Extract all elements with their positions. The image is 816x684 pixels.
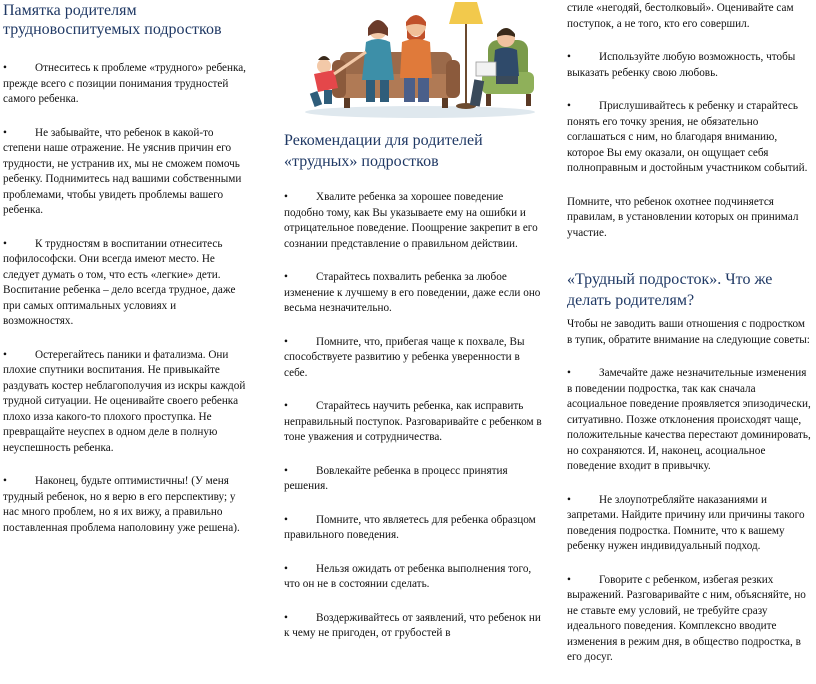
bullet: • <box>284 400 288 412</box>
list-item-text: Остерегайтесь паники и фатализма. Они плохие спутники воспитания. Не привыкайте раздувать костер неблагополучия из искры каждой трудной ситуации. Не оценивайте своего ребенка плохо изза какого-то плохого проступка. Не превращайте неуспех в одном деле в полную неуспешность ребенка. <box>3 348 246 454</box>
list-item <box>284 190 542 252</box>
list-item <box>567 99 813 177</box>
difficult-teen-title: «Трудный подросток». Что же делать родителям? <box>567 271 773 309</box>
list-item <box>3 237 248 330</box>
list-item-text: Помните, что, прибегая чаще к похвале, Вы способствуете развитию у ребенка уверенности в себе. <box>284 335 525 379</box>
column-2 <box>284 0 542 660</box>
bullet: • <box>3 475 7 487</box>
list-item <box>284 335 542 382</box>
list-item <box>284 399 542 446</box>
intro-text: Чтобы не заводить ваши отношения с подростком в тупик, обратите внимание на следующие советы: <box>567 318 810 346</box>
list-item <box>3 348 248 457</box>
list-item-text: Помните, что являетесь для ребенка образцом правильного поведения. <box>284 513 536 541</box>
bullet: • <box>284 513 288 526</box>
memo-title: Памятка родителям трудновоспитуемых подростков <box>3 2 222 38</box>
bullet: • <box>567 493 571 506</box>
list-item <box>3 61 248 108</box>
bullet: • <box>3 348 7 361</box>
continued-text: стиле «негодяй, бестолковый». Оценивайте сам поступок, а не того, кто его совершил. <box>567 2 794 30</box>
list-item <box>284 464 542 495</box>
list-item-text: Старайтесь похвалить ребенка за любое изменение к лучшему в его поведении, даже если оно весьма незначительно. <box>284 271 541 314</box>
bullet: • <box>3 237 7 250</box>
list-item-text: Отнеситесь к проблеме «трудного» ребенка, прежде всего с позиции понимания трудностей самого ребенка. <box>3 62 246 105</box>
bullet: • <box>567 367 571 379</box>
bullet: • <box>3 62 7 74</box>
list-item-text: Нельзя ожидать от ребенка выполнения того, что он не в состоянии сделать. <box>284 562 532 590</box>
list-item <box>3 126 248 219</box>
list-item-text: К трудностям в воспитании отнеситесь пофилософски. Они всегда имеют место. Не следует думать о том, что есть «легкие» дети. Воспитание ребенка – дело всегда трудное, даже при самых оптимальных условиях и возможностях. <box>3 237 236 327</box>
bullet: • <box>567 51 571 63</box>
list-item-text: Используйте любую возможность, чтобы выказать ребенку свою любовь. <box>567 51 796 79</box>
column-1 <box>3 0 248 554</box>
bullet: • <box>284 335 288 348</box>
list-item-text: Воздерживайтесь от заявлений, что ребенок ни к чему не пригоден, от грубостей в <box>284 611 541 639</box>
list-item-text: Замечайте даже незначительные изменения в поведении подростка, так как сначала асоциальное поведение проявляется эпизодически, ситуативно. Позже отклонения происходят чаще, положительные качества перестают доминировать, но сохраняются. И, наконец, асоциальное поведение входит в привычку. <box>567 367 811 472</box>
bullet: • <box>284 191 288 203</box>
bullet: • <box>284 611 288 624</box>
list-item-text: Наконец, будьте оптимистичны! (У меня трудный ребенок, но я верю в его перспективу; у нас много проблем, но я их вижу, а правильно поставленная проблема наполовину уже решена). <box>3 475 240 534</box>
list-item <box>567 573 813 666</box>
list-item-text: Не злоупотребляйте наказаниями и запретами. Найдите причину или причины такого поведения подростка. Помните, что к вашему ребенку нужен индивидуальный подход. <box>567 493 805 552</box>
bullet: • <box>3 126 7 139</box>
bullet: • <box>284 562 288 575</box>
bullet: • <box>284 271 288 283</box>
list-item <box>284 611 542 642</box>
list-item <box>284 562 542 593</box>
list-item <box>3 474 248 536</box>
list-item-text: Вовлекайте ребенка в процесс принятия решения. <box>284 464 508 492</box>
list-item <box>567 366 813 475</box>
list-item <box>567 50 813 81</box>
bullet: • <box>567 573 571 586</box>
list-item-text: Говорите с ребенком, избегая резких выражений. Разговаривайте с ним, объясняйте, но не ставьте ему условий, не требуйте сразу идеального поведения. Комплексно вводите изменения в режим дня, в общество подростка, в его досуг. <box>567 573 806 663</box>
recommendations-title: Рекомендации для родителей «трудных» подростков <box>284 132 483 170</box>
note-text: Помните, что ребенок охотнее подчиняется правилам, в установлении которых он принимал участие. <box>567 195 799 239</box>
list-item-text: Прислушивайтесь к ребенку и старайтесь понять его точку зрения, не обязательно соглашаться с ним, но благодаря вниманию, которое Вы ему оказали, он ощущает себя полноправным и достойным участником событий. <box>567 100 808 174</box>
bullet: • <box>567 100 571 112</box>
list-item-text: Старайтесь научить ребенка, как исправить неправильный поступок. Разговаривайте с ребенком в тоне уважения и сотрудничества. <box>284 400 542 443</box>
column-3 <box>567 0 813 684</box>
list-item <box>284 270 542 317</box>
list-item-text: Не забывайте, что ребенок в какой-то степени наше отражение. Не уяснив причин его трудности, не устранив их, мы не сможем помочь ребенку. Поднимитесь над вашими собственными проблемами, чтобы увидеть проблемы вашего ребенка. <box>3 126 242 216</box>
bullet: • <box>284 464 288 477</box>
list-item-text: Хвалите ребенка за хорошее поведение подобно тому, как Вы указываете ему на ошибки и отрицательное поведение. Поощрение закрепит в его сознании представление о правильном действии. <box>284 191 538 250</box>
list-item <box>284 513 542 544</box>
list-item <box>567 493 813 555</box>
